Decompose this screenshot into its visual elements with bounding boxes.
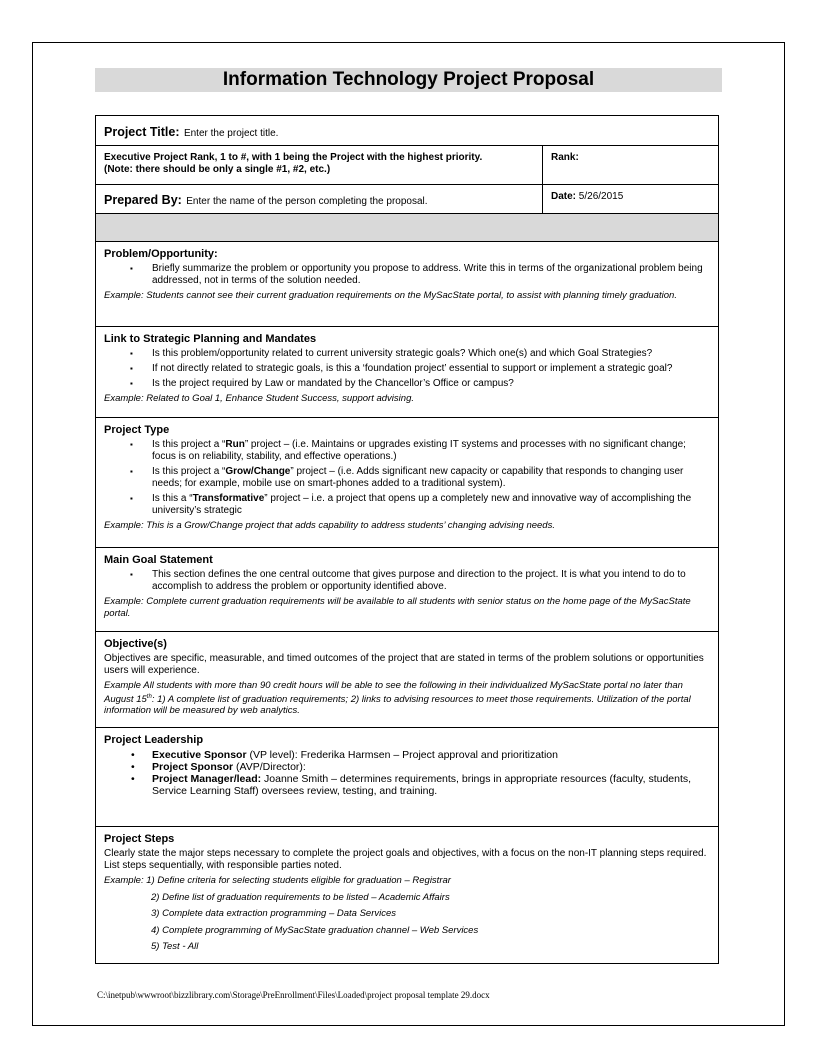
- file-path-footer: C:\inetpub\wwwroot\bizzlibrary.com\Storage\PreEnrollment\Files\Loaded\project proposal template 29.docx: [97, 990, 490, 1000]
- bullet-icon: ▪: [130, 440, 133, 449]
- list-item: [104, 263, 710, 287]
- bullet-icon: ▪: [130, 467, 133, 476]
- main-goal-title: Main Goal Statement: [104, 554, 213, 566]
- objectives-example: [104, 680, 710, 717]
- steps-section: [96, 827, 718, 963]
- bullet-text: Briefly summarize the problem or opportunity you propose to address. Write this in terms of the organizational problem being addressed, not in terms of the solution needed.: [152, 263, 703, 286]
- prepared-by-label: Prepared By:: [104, 193, 182, 207]
- objectives-text: Objectives are specific, measurable, and timed outcomes of the project that are stated in terms of the problem solutions or opportunities users will experience.: [104, 653, 704, 676]
- page-title: Information Technology Project Proposal: [95, 68, 722, 92]
- list-item: 2) Define list of graduation requirements to be listed – Academic Affairs: [151, 891, 450, 903]
- rank-description-line2: (Note: there should be only a single #1, #2, etc.): [104, 164, 331, 175]
- project-type-bullets: [104, 439, 710, 517]
- leadership-list: [104, 749, 710, 797]
- problem-title: Problem/Opportunity:: [104, 248, 218, 260]
- gray-divider-row: [96, 214, 718, 242]
- objectives-title: Objective(s): [104, 638, 167, 650]
- leadership-title: Project Leadership: [104, 734, 204, 746]
- date-label: Date:: [551, 191, 577, 202]
- item-text: Is this project a “: [152, 466, 226, 477]
- bullet-icon: ▪: [130, 494, 133, 503]
- item-bold: Executive Sponsor: [152, 749, 247, 761]
- proposal-form: [95, 115, 719, 964]
- main-goal-bullets: [104, 569, 710, 593]
- bullet-text: Is the project required by Law or mandated by the Chancellor’s Office or campus?: [152, 378, 514, 389]
- list-item: 5) Test - All: [151, 941, 199, 952]
- leadership-section: [96, 728, 718, 827]
- list-item: [104, 439, 710, 463]
- steps-list: [104, 875, 710, 953]
- main-goal-section: [96, 548, 718, 632]
- item-text: (AVP/Director):: [233, 761, 306, 773]
- project-title-row: [96, 116, 718, 146]
- rank-description-line1: Executive Project Rank, 1 to #, with 1 being the Project with the highest priority.: [104, 152, 483, 163]
- list-item: 4) Complete programming of MySacState graduation channel – Web Services: [151, 924, 479, 936]
- steps-example-label: Example:: [104, 875, 147, 886]
- date-cell: [543, 185, 718, 213]
- problem-section: [96, 242, 718, 327]
- strategic-title: Link to Strategic Planning and Mandates: [104, 333, 317, 345]
- list-item: [104, 378, 710, 390]
- bullet-text: This section defines the one central outcome that gives purpose and direction to the project. It is what you intend to do to accomplish to address the problem or opportunity identified above.: [152, 569, 686, 592]
- bullet-icon: ▪: [130, 349, 133, 358]
- strategic-section: [96, 327, 718, 418]
- list-item: [104, 749, 710, 761]
- prepared-by-row: [96, 185, 718, 214]
- item-text: ” project – (i.e. Adds significant new capacity or capability that responds to changing user needs; for example, mobile use on smart-phones added to a traditional system).: [152, 466, 684, 489]
- problem-bullets: [104, 263, 710, 287]
- strategic-example: Example: Related to Goal 1, Enhance Student Success, support advising.: [104, 393, 414, 404]
- item-text: ” project – i.e. a project that opens up a completely new and innovative way of accomplishing the university’s strategic: [152, 493, 692, 516]
- bullet-icon: ▪: [130, 264, 133, 273]
- bullet-text: Is this problem/opportunity related to current university strategic goals? Which one(s) and which Goal Strategies?: [152, 348, 653, 359]
- rank-row: [96, 146, 718, 185]
- step-text: 1) Define criteria for selecting students eligible for graduation – Registrar: [146, 875, 451, 886]
- project-title-label: Project Title:: [104, 125, 180, 139]
- item-bold: Transformative: [192, 493, 265, 504]
- steps-text: Clearly state the major steps necessary to complete the project goals and objectives, with a focus on the non-IT planning steps required. List steps sequentially, with responsible parties noted.: [104, 848, 707, 871]
- bullet-icon: ▪: [130, 364, 133, 373]
- item-text: Is this project a “: [152, 439, 226, 450]
- item-bold: Project Sponsor: [152, 761, 234, 773]
- item-text: Is this a “: [152, 493, 193, 504]
- main-goal-example: Example: Complete current graduation requirements will be available to all students with senior status on the home page of the MySacState portal.: [104, 596, 691, 619]
- rank-cell: [543, 146, 718, 184]
- prepared-by-field[interactable]: Enter the name of the person completing the proposal.: [186, 196, 428, 207]
- item-bold: Grow/Change: [225, 466, 291, 477]
- strategic-bullets: [104, 348, 710, 390]
- bullet-icon: •: [131, 749, 135, 761]
- bullet-text: If not directly related to strategic goals, is this a ‘foundation project’ essential to support or implement a strategic goal?: [152, 363, 673, 374]
- list-item: [104, 773, 710, 797]
- steps-title: Project Steps: [104, 833, 175, 845]
- bullet-icon: ▪: [130, 379, 133, 388]
- project-type-section: [96, 418, 718, 548]
- list-item: [104, 348, 710, 360]
- example-text: Example All students with more than 90 credit hours will be able to see the following in their individualized MySacState portal no later than August 15: [104, 680, 683, 705]
- date-field[interactable]: 5/26/2015: [578, 191, 624, 202]
- list-item: [104, 466, 710, 490]
- list-item: [104, 761, 710, 773]
- bullet-icon: •: [131, 761, 135, 773]
- bullet-icon: •: [131, 773, 135, 785]
- project-type-example: Example: This is a Grow/Change project that adds capability to address students’ changing advising needs.: [104, 520, 555, 531]
- item-text: Joanne Smith – determines requirements, brings in appropriate resources (faculty, students, Service Learning Staff) oversees review, testing, and training.: [152, 773, 692, 797]
- objectives-section: [96, 632, 718, 728]
- prepared-by-cell: [96, 185, 543, 213]
- example-text: : 1) A complete list of graduation requirements; 2) links to advising resources to meet those requirements. Utilization of the portal information will be measured by web analytics.: [104, 693, 691, 717]
- rank-label: Rank:: [551, 152, 579, 163]
- project-type-title: Project Type: [104, 424, 170, 436]
- list-item: [104, 493, 710, 517]
- list-item: [104, 569, 710, 593]
- example-sup: th: [146, 693, 152, 700]
- item-bold: Project Manager/lead:: [152, 773, 262, 785]
- bullet-icon: ▪: [130, 570, 133, 579]
- list-item: [104, 875, 710, 887]
- problem-example: Example: Students cannot see their current graduation requirements on the MySacState portal, to assist with planning timely graduation.: [104, 290, 677, 301]
- item-text: (VP level): Frederika Harmsen – Project approval and prioritization: [246, 749, 558, 761]
- rank-description: [96, 146, 543, 184]
- list-item: 3) Complete data extraction programming – Data Services: [151, 908, 397, 919]
- project-title-field[interactable]: Enter the project title.: [183, 128, 279, 139]
- list-item: [104, 363, 710, 375]
- item-bold: Run: [225, 439, 245, 450]
- item-text: ” project – (i.e. Maintains or upgrades existing IT systems and processes with no significant change; focus is on reliability, stability, and effective operations.): [152, 439, 686, 462]
